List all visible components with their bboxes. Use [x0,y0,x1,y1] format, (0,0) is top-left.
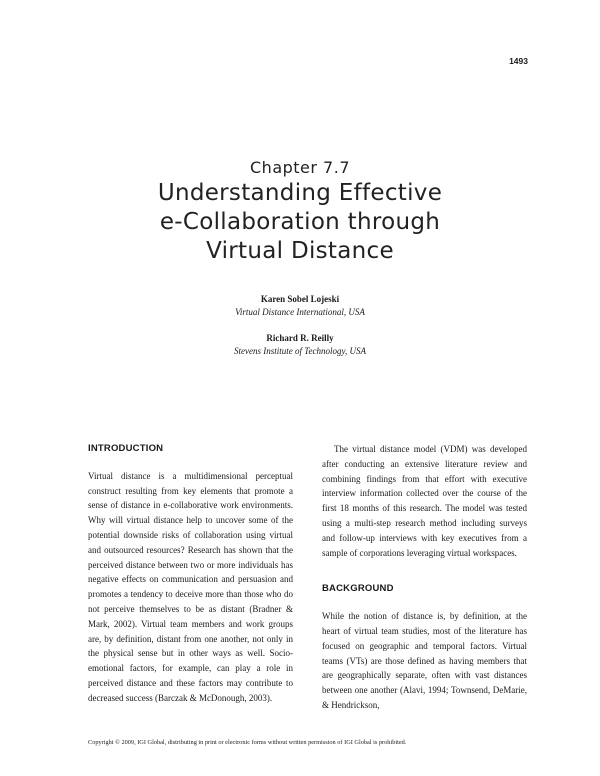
background-paragraph: While the notion of distance is, by definition, at the heart of virtual team studies, most of the literature has focused on geographic and temporal factors. Virtual teams (VTs) are those defined as having members that are geographically separate, often with vast distances between one another (Alavi, 1994; Townsend, DeMarie, & Hendrickson, [322,611,527,710]
introduction-paragraph: Virtual distance is a multidimensional perceptual construct resulting from key elements that promote a sense of distance in e-collaborative work environments. Why will virtual distance help to uncover some of the potential downside risks of collaboration using virtual and outsourced resources? Research has shown that the perceived distance between two or more individuals has negative effects on communication and persuasion and promotes a tendency to deceive more than those who do not perceive themselves to be as distant (Bradner & Mark, 2002). Virtual team members and work groups are, by definition, distant from one another, not only in the physical sense but in other ways as well. Socio-emotional factors, for example, can play a role in perceived distance and these factors may contribute to decreased success (Barczak & McDonough, 2003). [88,470,293,703]
authors [0,293,600,358]
page-number: 1493 [509,56,528,66]
left-column [88,442,293,706]
title-line-2: e-Collaboration through [159,209,441,235]
background-heading: BACKGROUND [322,583,394,595]
author-name-1: Karen Sobel Lojeski [260,294,340,304]
copyright-footer: Copyright © 2009, IGI Global, distributing in print or electronic forms without written permission of IGI Global is prohibited. [88,739,407,746]
author-affiliation-2: Stevens Institute of Technology, USA [234,346,366,356]
right-column [322,442,527,713]
author-name-2: Richard R. Reilly [266,333,334,343]
vdm-paragraph: The virtual distance model (VDM) was developed after conducting an extensive literature review and combining findings from that effort with executive interview information collected over the course of the first 18 months of this research. The model was tested using a multi-step research method including surveys and follow-up interviews with key executives from a sample of corporations leveraging virtual workspaces. [322,444,527,558]
chapter-label: Chapter 7.7 [250,158,350,177]
title-block [0,158,600,266]
introduction-heading: INTRODUCTION [88,443,164,454]
title-line-1: Understanding Effective [157,180,443,206]
author-affiliation-1: Virtual Distance International, USA [235,307,365,317]
title-line-3: Virtual Distance [206,238,394,264]
